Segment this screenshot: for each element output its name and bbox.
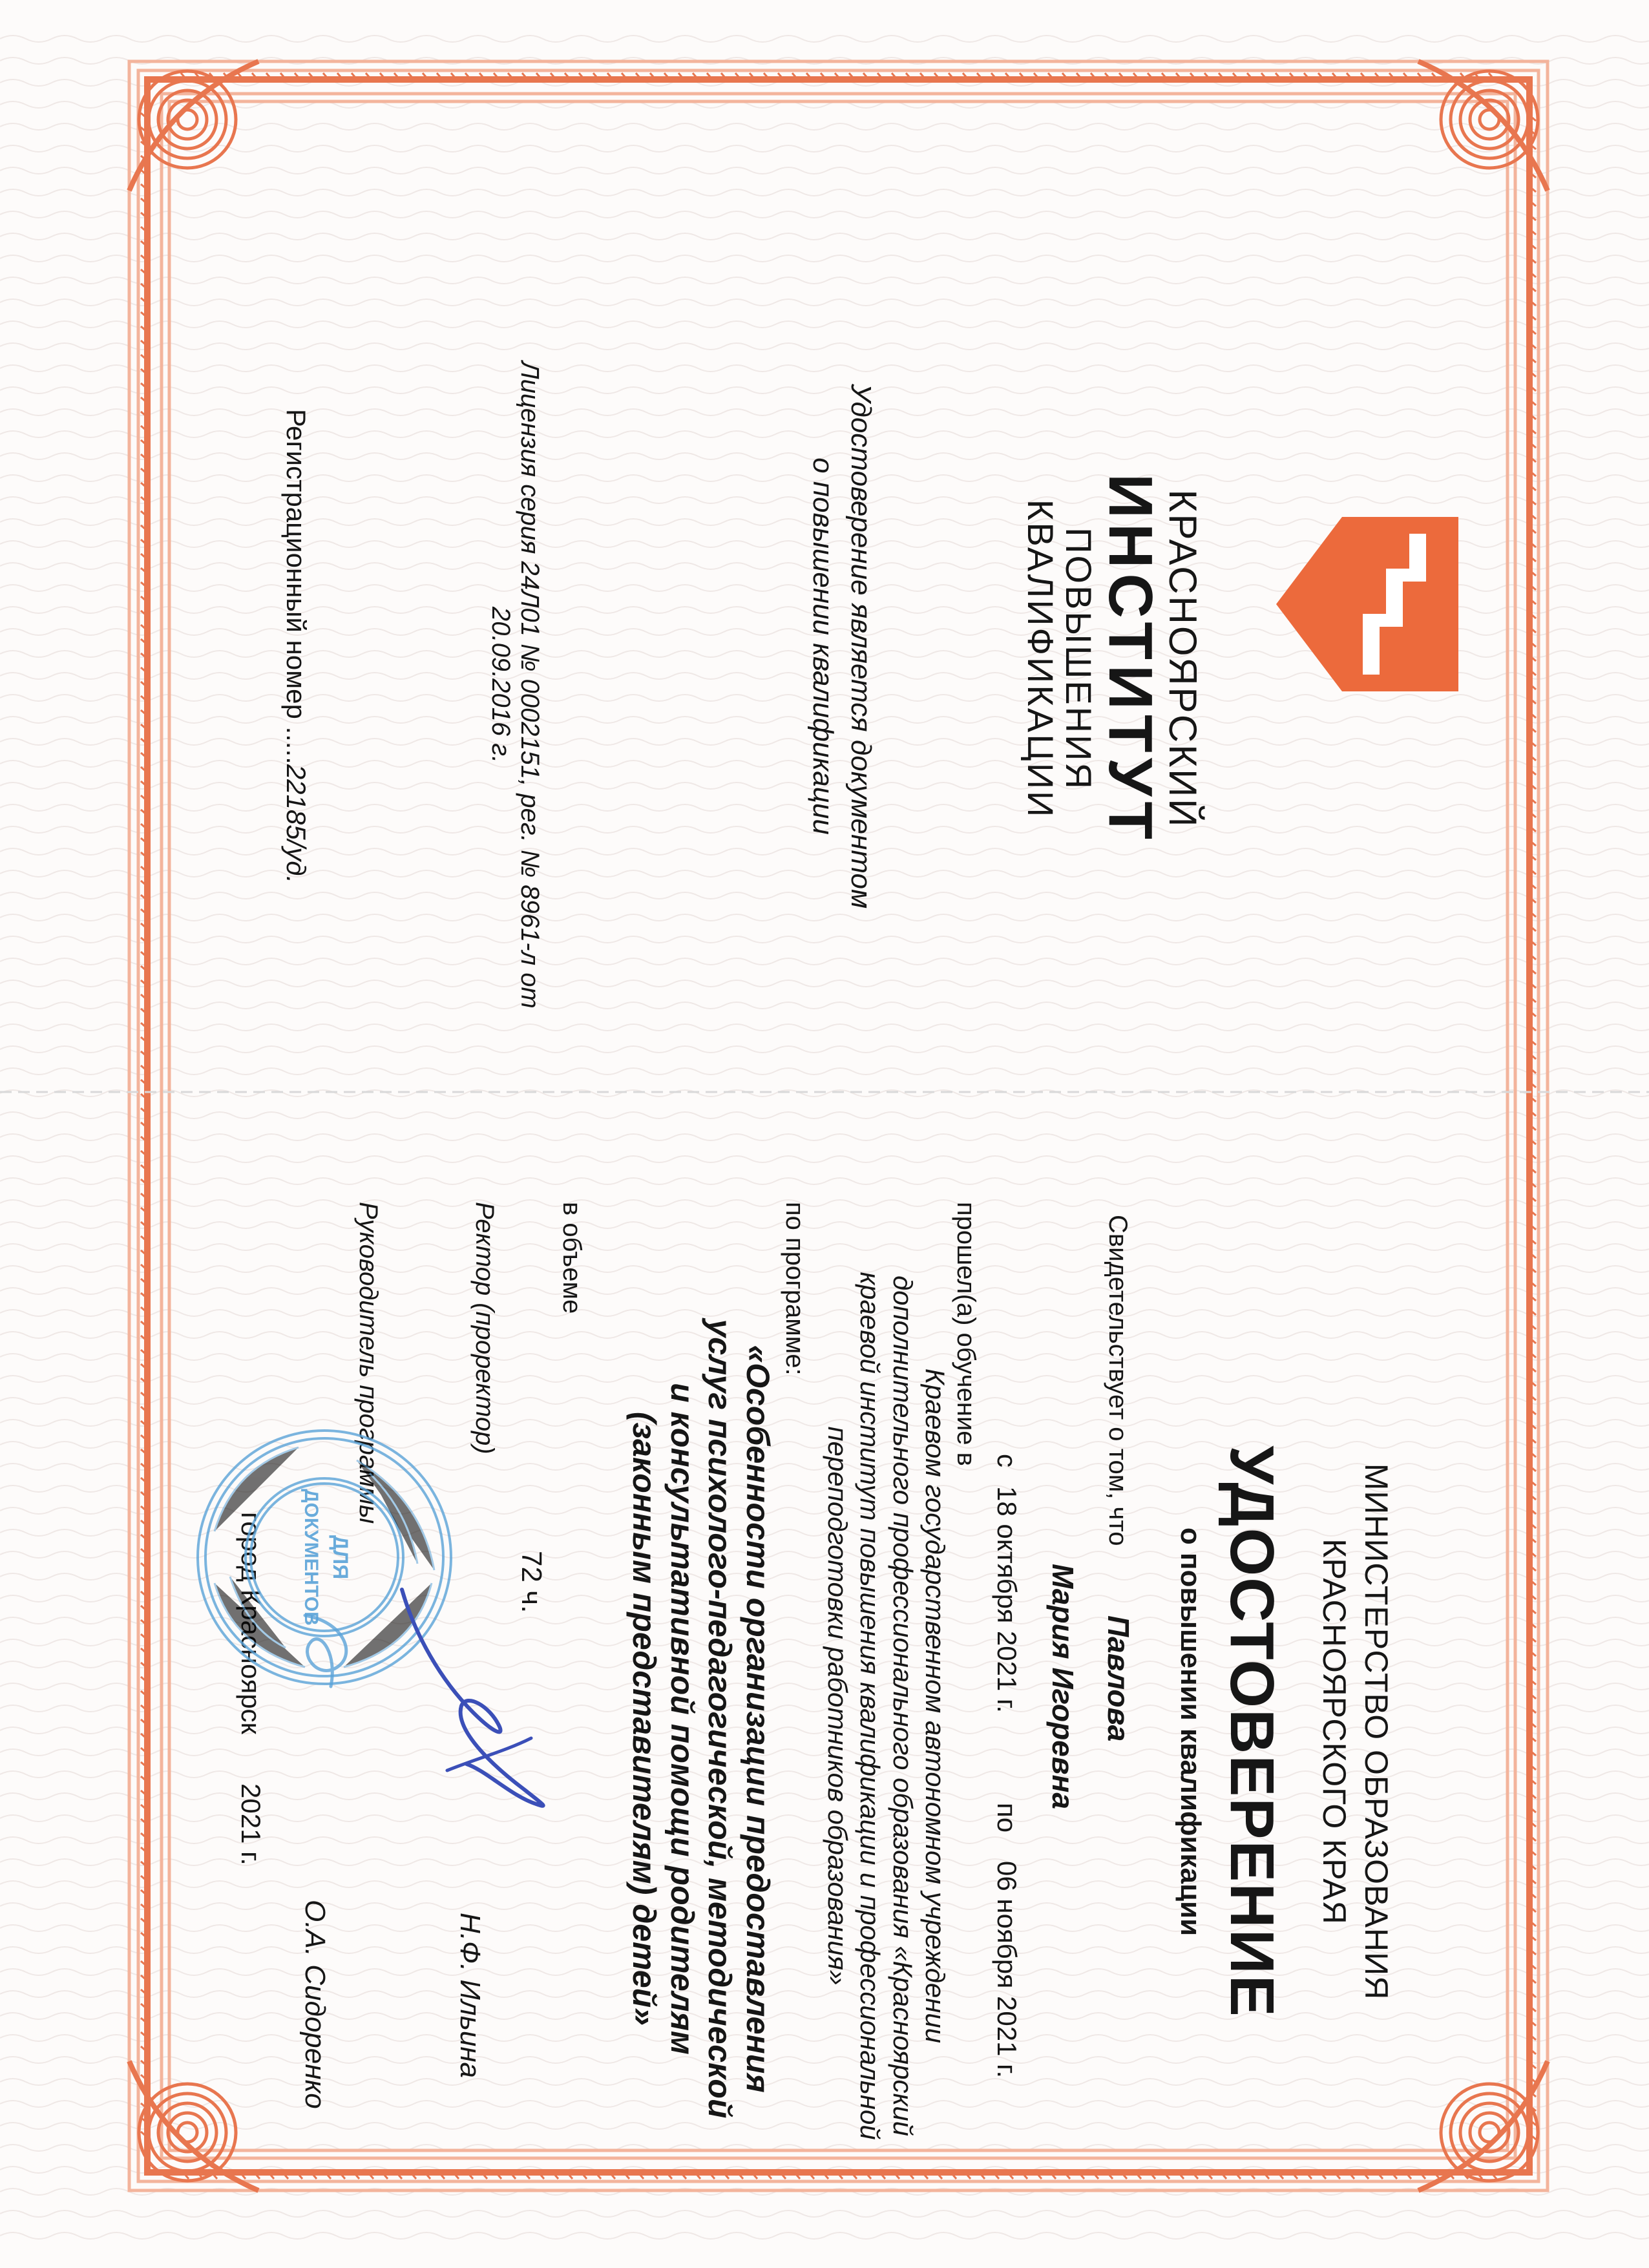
program-line3: и консультативной помощи родителям — [664, 1383, 700, 2055]
institution-full-name — [821, 1202, 951, 2210]
program-name — [625, 1215, 777, 2223]
period-to-date: 06 ноября 2021 г. — [992, 1861, 1022, 2078]
rector-name: Н.Ф. Ильина — [454, 1913, 486, 2079]
program-head-name: О.А. Сидоренко — [299, 1900, 331, 2109]
registration-number — [280, 291, 311, 1002]
institution-line3: краевой институт повышения квалификации и профессиональной — [855, 1272, 886, 2140]
institute-name-line1: КРАСНОЯРСКИЙ — [1161, 489, 1204, 829]
period-to-label: по — [992, 1803, 1022, 1833]
validity-note-line2: о повышении квалификации — [806, 457, 839, 835]
period-from-date: 18 октября 2021 г. — [992, 1486, 1022, 1713]
registration-dots: ..... — [281, 726, 311, 764]
holder-given-names: Мария Игоревна — [1046, 1564, 1080, 1809]
holder-surname: Павлова — [1102, 1615, 1135, 1742]
ministry-line1: МИНИСТЕРСТВО ОБРАЗОВАНИЯ — [1358, 1463, 1394, 2000]
stamp-text-line1: ДЛЯ — [329, 1535, 352, 1580]
ministry-line2: КРАСНОЯРСКОГО КРАЯ — [1316, 1538, 1352, 1925]
validity-note-line1: Удостоверение является документом — [845, 383, 877, 909]
program-head-signature — [276, 1596, 383, 1712]
certificate-title: УДОСТОВЕРЕНИЕ — [1217, 1445, 1287, 2018]
volume-label: в объеме — [558, 1202, 586, 1314]
certifies-label: Свидетельствует о том, что — [1104, 1215, 1132, 1546]
program-head-label: Руководитель программы — [354, 1202, 383, 1524]
institute-name — [1022, 414, 1203, 905]
issue-year: 2021 г. — [236, 1783, 266, 1865]
program-line1: «Особенности организации предоставления — [740, 1345, 776, 2093]
program-line2: услуг психолого-педагогической, методической — [702, 1319, 739, 2119]
institute-name-line2: ИНСТИТУТ — [1096, 474, 1165, 845]
institute-name-line4: КВАЛИФИКАЦИИ — [1020, 499, 1062, 819]
ministry-name — [1313, 1305, 1397, 2158]
program-label: по программе: — [781, 1202, 809, 1376]
registration-label: Регистрационный номер — [281, 408, 311, 727]
program-line4: (законным представителям) детей» — [626, 1411, 663, 2026]
institution-line4: переподготовки работников образования» — [822, 1426, 853, 1986]
institute-logo — [1268, 510, 1465, 698]
institution-line2: дополнительного профессионального образования «Красноярский — [887, 1275, 918, 2137]
period-from-label: с — [992, 1454, 1022, 1467]
stamp-text-line2: ДОКУМЕНТОВ — [300, 1489, 322, 1626]
institution-line1: Краевом государственном автономном учреждении — [920, 1368, 951, 2044]
institute-name-line3: ПОВЫШЕНИЯ — [1058, 527, 1100, 791]
registration-value: 22185/уд. — [281, 764, 311, 884]
volume-value: 72 ч. — [516, 1551, 547, 1613]
completed-label: прошел(а) обучение в — [952, 1202, 980, 1466]
certificate-subtitle: о повышении квалификации — [1175, 1527, 1206, 1937]
rector-signature — [366, 1577, 576, 1848]
validity-note — [803, 258, 880, 1034]
rector-label: Ректор (проректор) — [470, 1202, 499, 1454]
license-info: Лицензия серия 24Л01 № 0002151, рег. № 8961-л от 20.09.2016 г. — [487, 361, 544, 1009]
